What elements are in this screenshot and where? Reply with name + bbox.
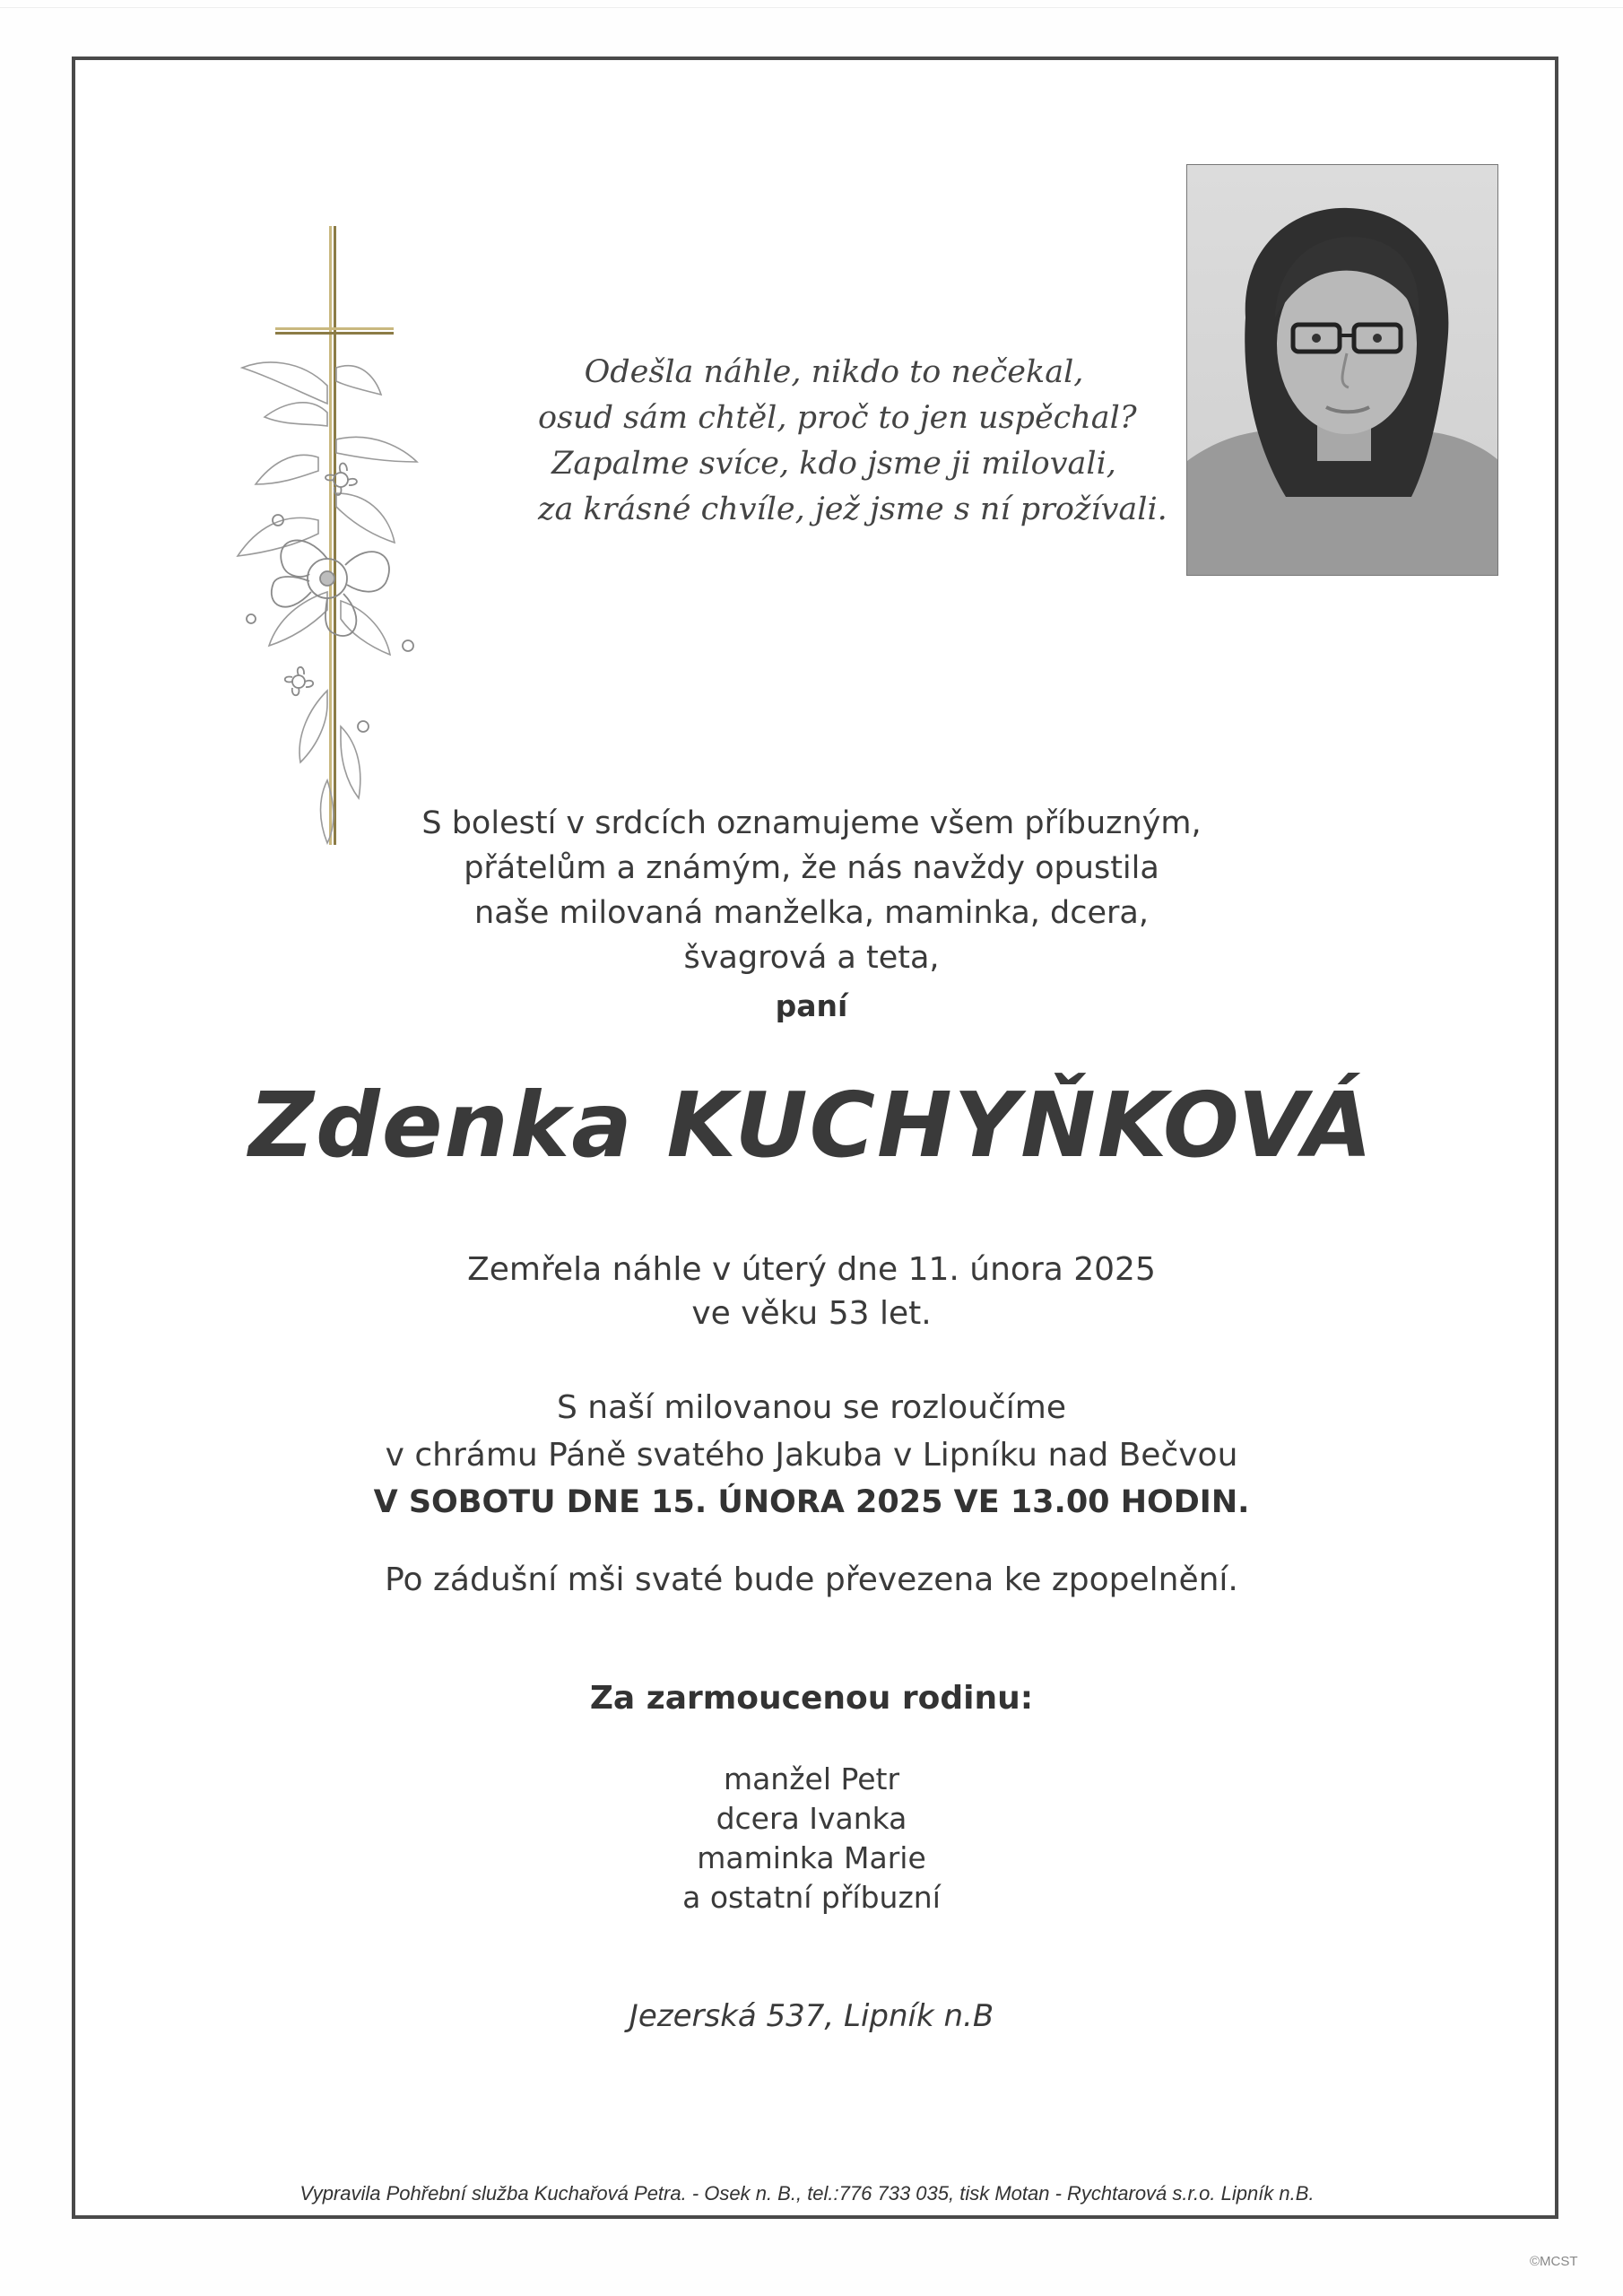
farewell-datetime: V SOBOTU DNE 15. ÚNORA 2025 VE 13.00 HODIN. bbox=[373, 1484, 1250, 1520]
address: Jezerská 537, Lipník n.B bbox=[629, 1998, 994, 2034]
cross-with-flowers-icon bbox=[193, 224, 462, 856]
announcement-line: přátelům a známým, že nás navždy opustila bbox=[464, 850, 1159, 886]
title-word: paní bbox=[775, 988, 848, 1023]
death-age-line: ve věku 53 let. bbox=[691, 1295, 932, 1332]
family-member: manžel Petr bbox=[723, 1761, 900, 1796]
farewell-place: v chrámu Páně svatého Jakuba v Lipníku nad Bečvou bbox=[385, 1437, 1238, 1474]
death-date-line: Zemřela náhle v úterý dne 11. února 2025 bbox=[467, 1251, 1156, 1288]
portrait-photo bbox=[1186, 164, 1498, 576]
poem-line: osud sám chtěl, proč to jen uspěchal? bbox=[538, 400, 1137, 436]
family-list bbox=[542, 1760, 1081, 1918]
deceased-name: Zdenka KUCHYŇKOVÁ bbox=[248, 1073, 1375, 1178]
poem-line: Odešla náhle, nikdo to nečekal, bbox=[584, 354, 1084, 390]
announcement-line: švagrová a teta, bbox=[683, 940, 940, 976]
family-member: maminka Marie bbox=[697, 1840, 926, 1875]
farewell-info bbox=[273, 1384, 1350, 1526]
family-heading: Za zarmoucenou rodinu: bbox=[589, 1680, 1034, 1717]
poem bbox=[538, 350, 1167, 533]
scan-edge-line bbox=[0, 7, 1623, 8]
family-member: a ostatní příbuzní bbox=[682, 1880, 941, 1915]
funeral-service-footer: Vypravila Pohřební služba Kuchařová Petra. - Osek n. B., tel.:776 733 035, tisk Motan - Rychtarová s.r.o. Lipník n.B. bbox=[299, 2182, 1315, 2205]
announcement-line: S bolestí v srdcích oznamujeme všem příbuzným, bbox=[421, 805, 1202, 841]
announcement-line: naše milovaná manželka, maminka, dcera, bbox=[474, 895, 1149, 931]
announcement-text bbox=[363, 801, 1260, 980]
cremation-note: Po zádušní mši svaté bude převezena ke zpopelnění. bbox=[385, 1561, 1238, 1598]
family-member: dcera Ivanka bbox=[716, 1801, 907, 1836]
farewell-line: S naší milovanou se rozloučíme bbox=[556, 1389, 1067, 1426]
poem-line: Zapalme svíce, kdo jsme ji milovali, bbox=[551, 446, 1116, 482]
death-info bbox=[363, 1248, 1260, 1335]
poem-line: za krásné chvíle, jež jsme s ní prožívali. bbox=[538, 491, 1167, 527]
corner-mark: ©MCST bbox=[1530, 2254, 1578, 2269]
